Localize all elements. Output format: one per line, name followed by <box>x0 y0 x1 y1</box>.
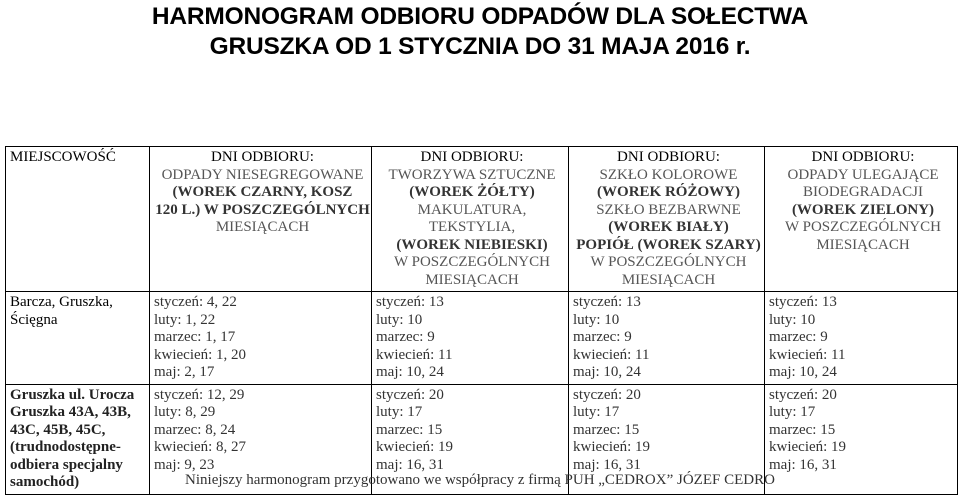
header-glass-ash: DNI ODBIORU: SZKŁO KOLOROWE (WOREK RÓŻOWY) SZKŁO BEZBARWNE (WOREK BIAŁY) POPIÓŁ (WOREK SZARY) W POSZCZEGÓLNYCH MIESIĄCACH <box>569 147 765 292</box>
header-biodegradable: DNI ODBIORU: ODPADY ULEGAJĄCE BIODEGRADACJI (WOREK ZIELONY) W POSZCZEGÓLNYCH MIESIĄCACH <box>765 147 958 292</box>
dates-plastics-paper: styczeń: 13 luty: 10 marzec: 9 kwiecień: 11 maj: 10, 24 <box>372 292 569 385</box>
row-location: Barcza, Gruszka, Ścięgna <box>6 292 150 385</box>
header-mixed-waste: DNI ODBIORU: ODPADY NIESEGREGOWANE (WOREK CZARNY, KOSZ 120 L.) W POSZCZEGÓLNYCH MIESIĄCACH <box>150 147 372 292</box>
dates-mixed-waste: styczeń: 4, 22 luty: 1, 22 marzec: 1, 17 kwiecień: 1, 20 maj: 2, 17 <box>150 292 372 385</box>
table-header-row <box>6 147 958 292</box>
dates-biodegradable: styczeń: 20 luty: 17 marzec: 15 kwiecień: 19 maj: 16, 31 <box>765 384 958 494</box>
header-location: MIEJSCOWOŚĆ <box>6 147 150 292</box>
dates-plastics-paper: styczeń: 20 luty: 17 marzec: 15 kwiecień: 19 maj: 16, 31 <box>372 384 569 494</box>
dates-glass-ash: styczeń: 20 luty: 17 marzec: 15 kwiecień: 19 maj: 16, 31 <box>569 384 765 494</box>
document-title <box>0 2 960 62</box>
dates-biodegradable: styczeń: 13 luty: 10 marzec: 9 kwiecień: 11 maj: 10, 24 <box>765 292 958 385</box>
header-plastics-paper: DNI ODBIORU: TWORZYWA SZTUCZNE (WOREK ŻÓŁTY) MAKULATURA, TEKSTYLIA, (WOREK NIEBIESKI) W POSZCZEGÓLNYCH MIESIĄCACH <box>372 147 569 292</box>
dates-glass-ash: styczeń: 13 luty: 10 marzec: 9 kwiecień: 11 maj: 10, 24 <box>569 292 765 385</box>
schedule-table <box>5 146 958 495</box>
footer-note: Niniejszy harmonogram przygotowano we współpracy z firmą PUH „CEDROX” JÓZEF CEDRO <box>185 472 775 488</box>
row-location: Gruszka ul. Urocza Gruszka 43A, 43B, 43C, 45B, 45C, (trudnodostępne- odbiera specjalny samochód) <box>6 384 150 494</box>
table-row <box>6 292 958 385</box>
dates-mixed-waste: styczeń: 12, 29 luty: 8, 29 marzec: 8, 24 kwiecień: 8, 27 maj: 9, 23 <box>150 384 372 494</box>
title-line-2: GRUSZKA OD 1 STYCZNIA DO 31 MAJA 2016 r. <box>209 33 751 60</box>
title-line-1: HARMONOGRAM ODBIORU ODPADÓW DLA SOŁECTWA <box>151 3 809 30</box>
